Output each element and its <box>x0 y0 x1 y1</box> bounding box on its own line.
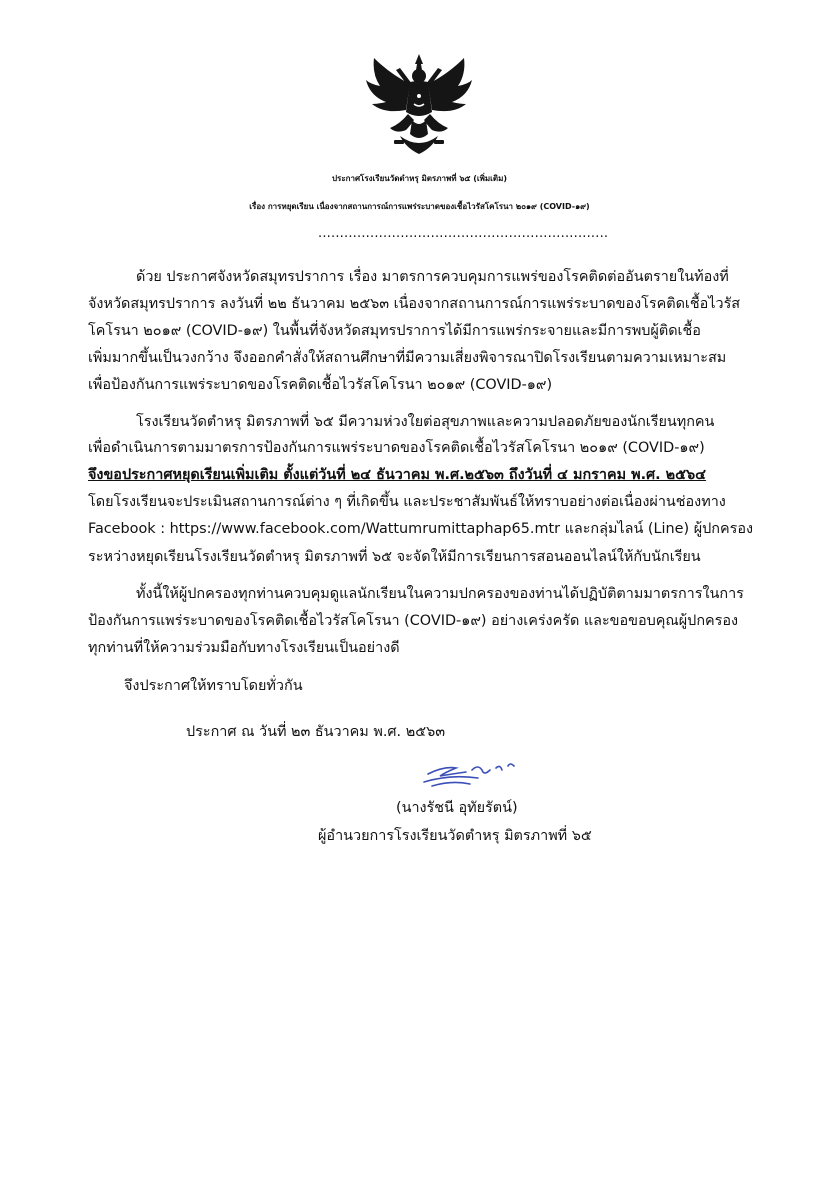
paragraph2-line: ระหว่างหยุดเรียนโรงเรียนวัดตำหรุ มิตรภาพที่ ๖๕ จะจัดให้มีการเรียนการสอนออนไลน์ให้กับนักเรียน <box>88 549 701 565</box>
announce-date: ประกาศ ณ วันที่ ๒๓ ธันวาคม พ.ศ. ๒๕๖๓ <box>186 724 446 740</box>
title-separator: ................................................................... <box>318 226 609 241</box>
paragraph1-line: จังหวัดสมุทรปราการ ลงวันที่ ๒๒ ธันวาคม ๒๕๖๓ เนื่องจากสถานการณ์การแพร่ระบาดของโรคติดเชื้อไวรัส <box>88 296 741 312</box>
paragraph3-line: ทั้งนี้ให้ผู้ปกครองทุกท่านควบคุมดูแลนักเรียนในความปกครองของท่านได้ปฏิบัติตามมาตรการในการ <box>136 586 744 602</box>
signer-position: ผู้อำนวยการโรงเรียนวัดตำหรุ มิตรภาพที่ ๖๕ <box>318 828 592 844</box>
school-closure-notice: จึงขอประกาศหยุดเรียนเพิ่มเติม ตั้งแต่วันที่ ๒๔ ธันวาคม พ.ศ.๒๕๖๓ ถึงวันที่ ๔ มกราคม พ.ศ. ๒๕๖๔ <box>88 467 707 483</box>
paragraph1-line: โคโรนา ๒๐๑๙ (COVID-๑๙) ในพื้นที่จังหวัดสมุทรปราการได้มีการแพร่กระจายและมีการพบผู้ติดเชื้อ <box>88 323 701 339</box>
paragraph2-line: เพื่อดำเนินการตามมาตรการป้องกันการแพร่ระบาดของโรคติดเชื้อไวรัสโคโรนา ๒๐๑๙ (COVID-๑๙) <box>88 440 705 456</box>
paragraph3-line: ป้องกันการแพร่ระบาดของโรคติดเชื้อไวรัสโคโรนา (COVID-๑๙) อย่างเคร่งครัด และขอขอบคุณผู้ปกครอง <box>88 613 739 629</box>
paragraph2-line: โรงเรียนวัดตำหรุ มิตรภาพที่ ๖๕ มีความห่วงใยต่อสุขภาพและความปลอดภัยของนักเรียนทุกคน <box>136 414 715 430</box>
closing-statement: จึงประกาศให้ทราบโดยทั่วกัน <box>124 678 303 694</box>
signer-name: (นางรัชนี อุทัยรัตน์) <box>396 800 518 816</box>
handwritten-signature <box>422 760 526 790</box>
paragraph1-line: ด้วย ประกาศจังหวัดสมุทรปราการ เรื่อง มาตรการควบคุมการแพร่ของโรคติดต่ออันตรายในท้องที่ <box>136 269 729 285</box>
paragraph1-line: เพิ่มมากขึ้นเป็นวงกว้าง จึงออกคำสั่งให้สถานศึกษาที่มีความเสี่ยงพิจารณาปิดโรงเรียนตามความเหมาะสม <box>88 350 727 366</box>
announcement-subject: เรื่อง การหยุดเรียน เนื่องจากสถานการณ์การแพร่ระบาดของเชื้อไวรัสโคโรนา ๒๐๑๙ (COVID-๑๙) <box>249 202 590 211</box>
paragraph3-line: ทุกท่านที่ให้ความร่วมมือกับทางโรงเรียนเป็นอย่างดี <box>88 640 400 656</box>
announcement-title: ประกาศโรงเรียนวัดตำหรุ มิตรภาพที่ ๖๕ (เพิ่มเติม) <box>331 174 508 183</box>
facebook-link-line: Facebook : https://www.facebook.com/Wattumrumittaphap65.mtr และกลุ่มไลน์ (Line) ผู้ปกครอง <box>88 521 754 537</box>
garuda-emblem-icon <box>360 50 478 160</box>
paragraph1-line: เพื่อป้องกันการแพร่ระบาดของโรคติดเชื้อไวรัสโคโรนา ๒๐๑๙ (COVID-๑๙) <box>88 377 553 393</box>
paragraph2-line: โดยโรงเรียนจะประเมินสถานการณ์ต่าง ๆ ที่เกิดขึ้น และประชาสัมพันธ์ให้ทราบอย่างต่อเนื่องผ่านช่องทาง <box>88 494 726 510</box>
